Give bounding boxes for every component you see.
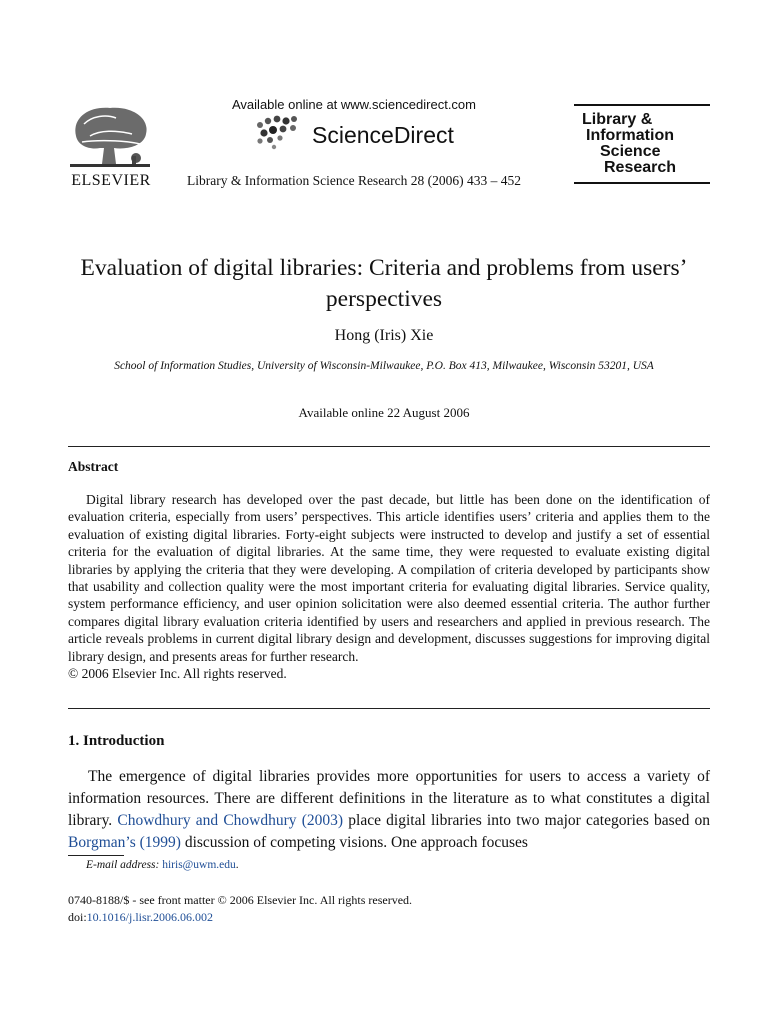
divider [68,708,710,709]
footnote-rule [68,855,124,856]
email-label: E-mail address: [86,859,160,871]
intro-text: The emergence of digital libraries provides more opportunities for users to access a variety of information resources. There are different definitions in the literature as to what constitutes a digital library. [68,768,710,829]
introduction-paragraph [68,766,710,854]
doi-line [68,909,412,926]
elsevier-tree-icon [66,100,154,170]
sciencedirect-dots-icon [252,113,310,151]
abstract-copyright: © 2006 Elsevier Inc. All rights reserved. [68,666,287,682]
email-link[interactable]: hiris@uwm.edu [162,859,236,871]
elsevier-wordmark: ELSEVIER [71,172,151,189]
journal-logo-line: Information [586,127,674,144]
footnote-email [86,859,239,871]
abstract-text: Digital library research has developed over the past decade, but little has been done on the identification of evaluation criteria, especially from users’ perspectives. This article identifies users’ criteria and applies them to the evaluation of existing digital libraries. Forty-eight subjects were instructed to develop and justify a set of essential criteria for the evaluation of digital libraries. At the same time, they were requested to evaluate existing digital libraries by applying the criteria that they were developing. A compilation of criteria developed by participants show that usability and collection quality were the most important criteria for evaluating digital libraries. Service quality, system performance efficiency, and user opinion solicitation were also deemed essential criteria. The author further compares digital library evaluation criteria identified by users and researchers and applied in previous research. The article reveals problems in current digital library design and development, discusses suggestions for improving digital library design, and presents areas for further research. [68,492,710,664]
journal-logo-line: Library & [582,111,653,128]
front-matter [68,892,412,926]
issn-line: 0740-8188/$ - see front matter © 2006 Elsevier Inc. All rights reserved. [68,893,413,907]
journal-logo-bottom-rule [574,182,710,184]
sciencedirect-wordmark: ScienceDirect [312,122,454,148]
author-name: Hong (Iris) Xie [334,327,434,344]
journal-logo [574,104,710,186]
journal-logo-line: Research [604,159,677,176]
citation-link[interactable]: Borgman’s (1999) [68,834,181,851]
available-online-text: Available online at www.sciencedirect.com [232,97,476,112]
journal-logo-top-rule [574,104,710,106]
divider [68,446,710,447]
citation-link[interactable]: Chowdhury and Chowdhury (2003) [117,812,344,829]
footnote-period: . [235,859,239,871]
doi-prefix: doi: [68,910,87,924]
intro-text: discussion of competing visions. One approach focuses [184,834,528,851]
doi-link[interactable]: 10.1016/j.lisr.2006.06.002 [86,910,214,924]
author-affiliation: School of Information Studies, University of Wisconsin-Milwaukee, P.O. Box 413, Milwaukee, Wisconsin 53201, USA [114,360,654,372]
abstract-heading: Abstract [68,459,119,474]
article-title: Evaluation of digital libraries: Criteria and problems from users’ perspectives [80,255,688,312]
introduction-body [68,766,710,854]
intro-text: place digital libraries into two major categories based on [348,812,711,829]
abstract-body [68,491,710,682]
journal-citation: Library & Information Science Research 28 (2006) 433 – 452 [187,173,522,188]
journal-logo-line: Science [600,143,661,160]
elsevier-logo [66,100,156,188]
section-heading-introduction: 1. Introduction [68,733,165,749]
available-online-date: Available online 22 August 2006 [298,405,470,420]
